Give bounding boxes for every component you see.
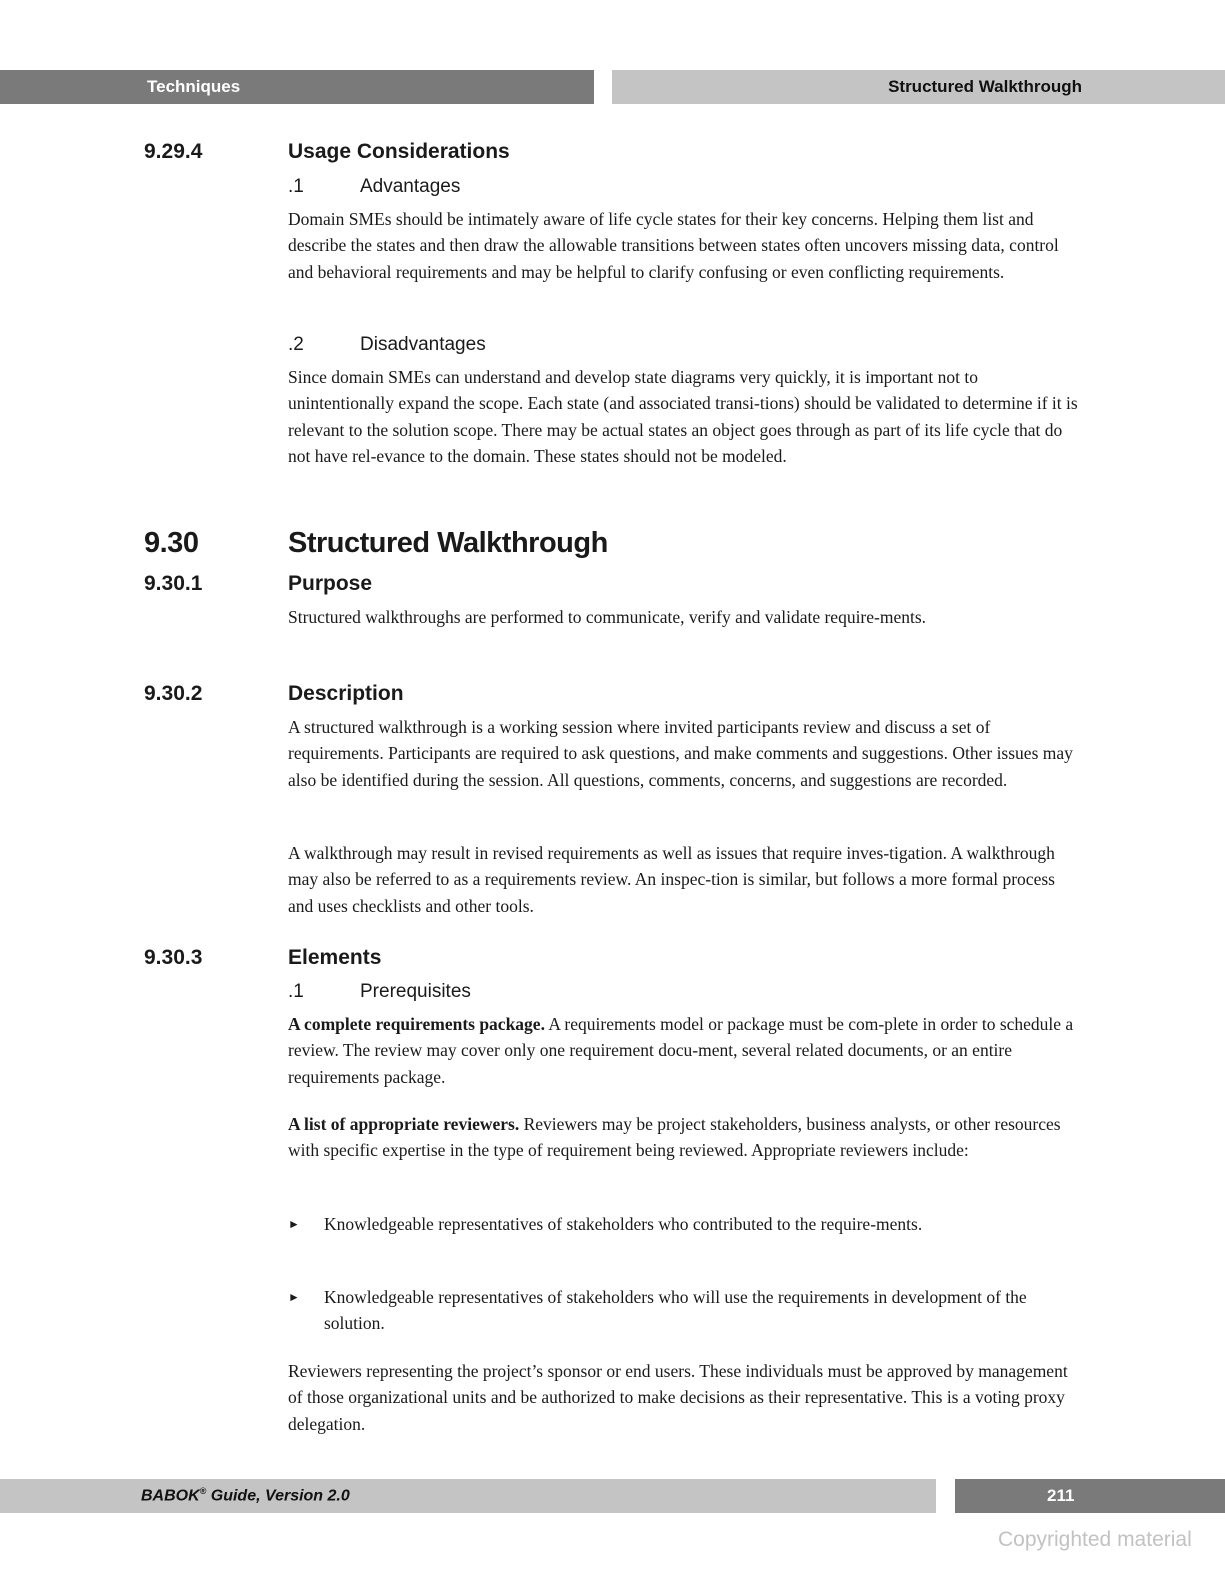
subheading-prerequisites xyxy=(288,980,471,1004)
list-item xyxy=(288,1211,1078,1237)
paragraph-description-1: A structured walkthrough is a working session where invited participants review and discuss a set of requirements. Participants are required to ask questions, and make comments and suggestions. Other issues may also be identified during the session. All questions, comments, concerns, and suggestions are recorded. xyxy=(288,717,1073,790)
subheading-disadvantages xyxy=(288,333,486,357)
bullet-arrow-icon: ► xyxy=(288,1217,300,1231)
paragraph-purpose: Structured walkthroughs are performed to communicate, verify and validate require-ments. xyxy=(288,607,927,627)
subheading-number: .1 xyxy=(288,176,304,197)
paragraph-requirements-package xyxy=(288,1011,1078,1090)
section-number-9-30-2: 9.30.2 xyxy=(144,682,203,705)
list-item-text: Knowledgeable representatives of stakeholders who contributed to the require-ments. xyxy=(324,1214,923,1234)
heading-purpose: Purpose xyxy=(288,572,373,595)
paragraph-description-2: A walkthrough may result in revised requirements as well as issues that require inves-tigation. A walkthrough may also be referred to as a requirements review. An inspec-tion is similar, but follows a more formal process and uses checklists and other tools. xyxy=(288,843,1055,916)
subheading-number: .2 xyxy=(288,334,304,355)
heading-usage-considerations: Usage Considerations xyxy=(288,140,510,163)
term-reviewers: A list of appropriate reviewers. xyxy=(288,1114,520,1134)
section-number-9-30-1: 9.30.1 xyxy=(144,572,203,595)
bullet-arrow-icon: ► xyxy=(288,1290,300,1304)
page-number: 211 xyxy=(1047,1486,1075,1505)
header-section-label: Structured Walkthrough xyxy=(888,77,1082,96)
paragraph-advantages: Domain SMEs should be intimately aware of life cycle states for their key concerns. Helping them list and describe the states and then draw the allowable transitions between states often uncovers missing data, control and behavioral requirements and may be helpful to clarify confusing or even conflicting requirements. xyxy=(288,209,1059,282)
running-header-right xyxy=(612,70,1225,104)
running-header-left xyxy=(0,70,594,104)
section-number-9-30-3: 9.30.3 xyxy=(144,946,203,969)
text-reviewers: Reviewers may be project stakeholders, business analysts, or other resources with specific expertise in the type of requirement being reviewed. Appropriate reviewers include: xyxy=(288,1114,1061,1161)
paragraph-sponsor-reviewers: Reviewers representing the project’s sponsor or end users. These individuals must be approved by management of those organizational units and be authorized to make decisions as their representative. This is a voting proxy delegation. xyxy=(288,1361,1068,1434)
footer-guide-title: BABOK® Guide, Version 2.0 xyxy=(141,1486,350,1505)
header-chapter-label: Techniques xyxy=(147,77,241,96)
subheading-title: Prerequisites xyxy=(360,981,471,1002)
running-footer-left xyxy=(0,1479,936,1513)
section-number-9-29-4: 9.29.4 xyxy=(144,140,203,163)
running-footer-right xyxy=(955,1479,1225,1513)
term-requirements-package: A complete requirements package. xyxy=(288,1014,545,1034)
list-item-text: Knowledgeable representatives of stakeholders who will use the requirements in development of the solution. xyxy=(324,1287,1027,1334)
text-requirements-package: A requirements model or package must be com-plete in order to schedule a review. The review may cover only one requirement docu-ment, several related documents, or an entire requirements package. xyxy=(288,1014,1074,1087)
subheading-title: Advantages xyxy=(360,176,461,197)
heading-elements: Elements xyxy=(288,946,382,969)
subheading-title: Disadvantages xyxy=(360,334,486,355)
copyright-watermark: Copyrighted material xyxy=(998,1528,1192,1551)
subheading-number: .1 xyxy=(288,981,304,1002)
paragraph-reviewers xyxy=(288,1111,1078,1164)
subheading-advantages xyxy=(288,175,460,199)
heading-structured-walkthrough: Structured Walkthrough xyxy=(288,527,608,559)
section-number-9-30: 9.30 xyxy=(144,527,199,559)
list-item xyxy=(288,1284,1078,1337)
paragraph-disadvantages: Since domain SMEs can understand and develop state diagrams very quickly, it is important not to unintentionally expand the scope. Each state (and associated transi-tions) should be validated to determine if it is relevant to the solution scope. There may be actual states an object goes through as part of its life cycle that do not have rel-evance to the domain. These states should not be modeled. xyxy=(288,367,1078,466)
heading-description: Description xyxy=(288,682,404,705)
